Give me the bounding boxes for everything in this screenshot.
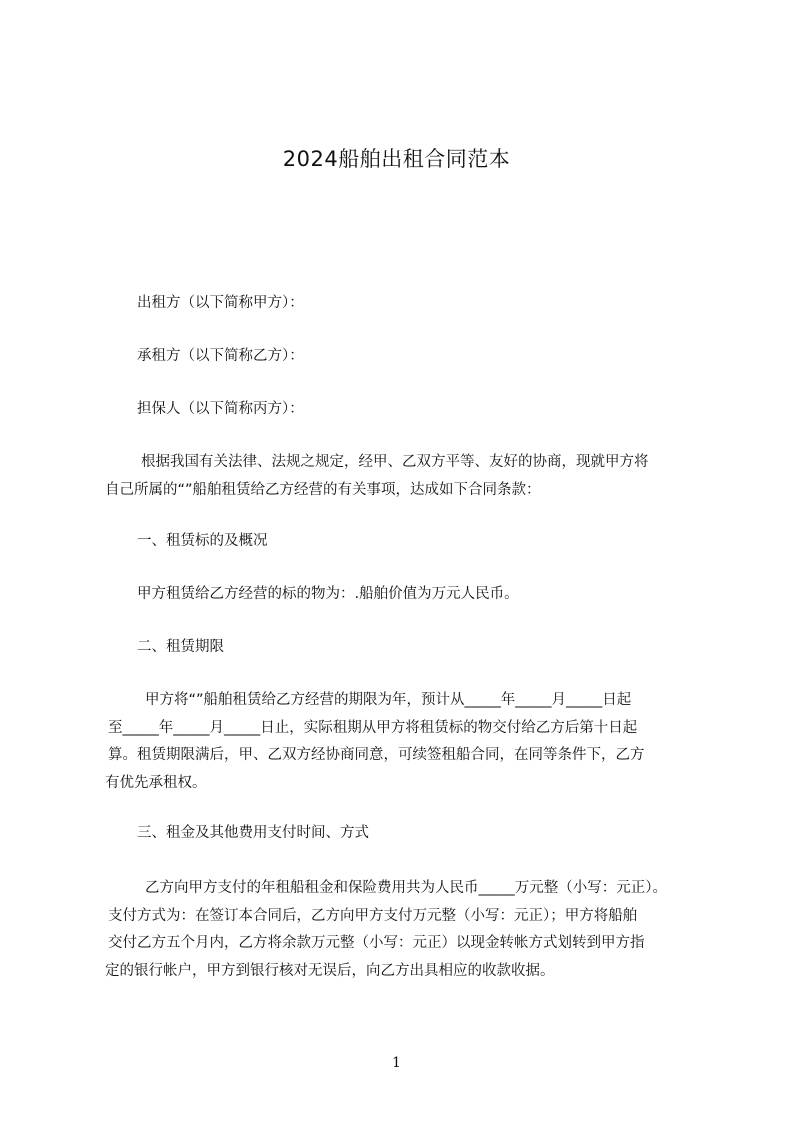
section2-line-3: 算。租赁期限满后，甲、乙双方经协商同意，可续签租船合同，在同等条件下，乙方 (108, 747, 645, 763)
section3-heading: 三、租金及其他费用支付时间、方式 (137, 825, 369, 841)
document-title: 2024船舶出租合同范本 (282, 147, 511, 171)
section3-line-4: 定的银行帐户，甲方到银行核对无误后，向乙方出具相应的收款收据。 (105, 963, 555, 979)
section3-line-1: 乙方向甲方支付的年租船租金和保险费用共为人民币_____万元整（小写：元正）。 (145, 880, 667, 896)
lessee-line: 承租方（以下简称乙方）： (137, 348, 304, 364)
section3-line-2: 支付方式为：在签订本合同后，乙方向甲方支付万元整（小写：元正）；甲方将船舶 (108, 908, 638, 924)
section1-heading: 一、租赁标的及概况 (137, 533, 268, 549)
intro-line-2: 自己所属的“”船舶租赁给乙方经营的有关事项，达成如下合同条款： (105, 482, 541, 498)
intro-line-1: 根据我国有关法律、法规之规定，经甲、乙双方平等、友好的协商，现就甲方将 (141, 454, 649, 470)
section2-line-1: 甲方将“”船舶租赁给乙方经营的期限为年，预计从_____年_____月_____日起 (145, 692, 632, 708)
page-number: 1 (392, 1055, 401, 1071)
section2-line-2: 至_____年_____月_____日止，实际租期从甲方将租赁标的物交付给乙方后第十日起 (108, 720, 638, 736)
section2-line-4: 有优先承租权。 (105, 775, 207, 791)
guarantor-line: 担保人（以下简称丙方）： (137, 401, 304, 417)
section1-body: 甲方租赁给乙方经营的标的物为：.船舶价值为万元人民币。 (137, 586, 519, 602)
lessor-line: 出租方（以下简称甲方）： (137, 295, 304, 311)
section2-heading: 二、租赁期限 (137, 639, 224, 655)
section3-line-3: 交付乙方五个月内，乙方将余款万元整（小写：元正）以现金转帐方式划转到甲方指 (108, 935, 645, 951)
